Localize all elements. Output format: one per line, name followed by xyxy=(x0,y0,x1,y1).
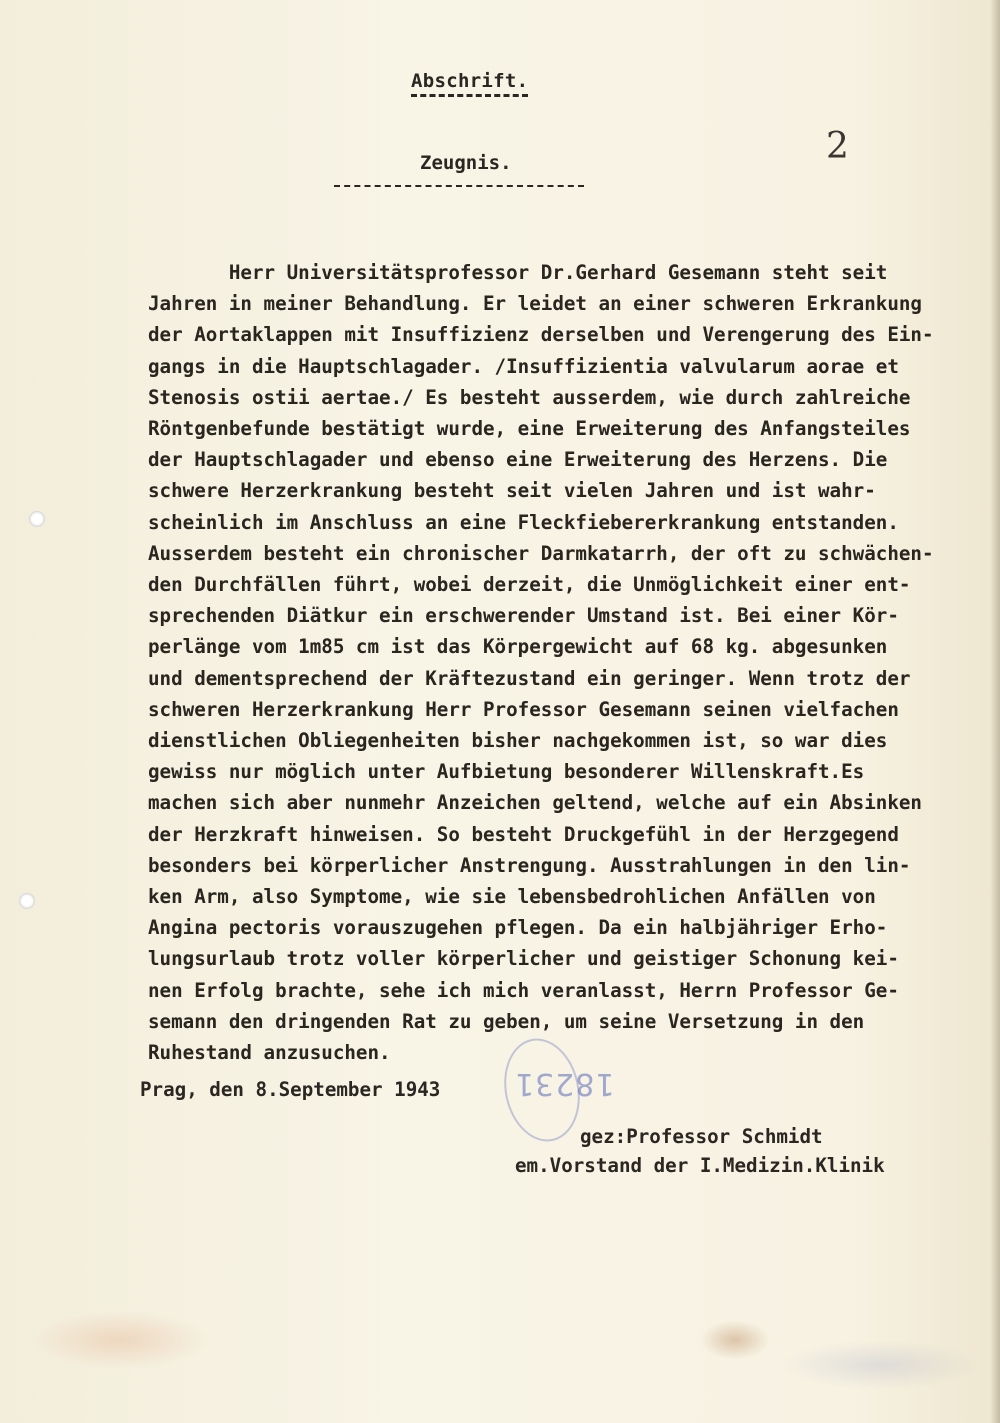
body-line: sprechenden Diätkur ein erschwerender Umstand ist. Bei einer Kör- xyxy=(148,604,899,628)
body-line: der Hauptschlagader und ebenso eine Erweiterung des Herzens. Die xyxy=(148,448,888,472)
body-line: semann den dringenden Rat zu geben, um seine Versetzung in den xyxy=(148,1009,865,1033)
paper-stain xyxy=(700,1320,770,1360)
paper-stain xyxy=(30,1310,210,1370)
document-subtitle: Zeugnis. xyxy=(420,152,512,174)
document-title: Abschrift. xyxy=(411,70,528,97)
body-line: perlänge vom 1m85 cm ist das Körpergewicht auf 68 kg. abgesunken xyxy=(148,635,888,659)
body-line: besonders bei körperlicher Anstrengung. Ausstrahlungen in den lin- xyxy=(148,853,911,877)
body-line: dienstlichen Obliegenheiten bisher nachgekommen ist, so war dies xyxy=(148,729,888,753)
body-line: gangs in die Hauptschlagader. /Insuffizientia valvularum aorae et xyxy=(148,354,899,378)
body-line: scheinlich im Anschluss an eine Fleckfiebererkrankung entstanden. xyxy=(148,510,899,534)
punch-hole xyxy=(19,893,35,909)
body-line: Ruhestand anzusuchen. xyxy=(148,1041,391,1065)
subtitle-underline xyxy=(334,185,584,187)
body-line: schweren Herzerkrankung Herr Professor Gesemann seinen vielfachen xyxy=(148,697,899,721)
body-line: Angina pectoris vorauszugehen pflegen. Da ein halbjähriger Erho- xyxy=(148,916,888,940)
body-line: Ausserdem besteht ein chronischer Darmkatarrh, der oft zu schwächen- xyxy=(148,541,934,565)
body-text xyxy=(148,257,998,1068)
body-line: Stenosis ostii aertae./ Es besteht ausserdem, wie durch zahlreiche xyxy=(148,385,911,409)
punch-hole xyxy=(29,511,45,527)
body-line: Röntgenbefunde bestätigt wurde, eine Erweiterung des Anfangsteiles xyxy=(148,417,911,441)
body-line: den Durchfällen führt, wobei derzeit, die Unmöglichkeit einer ent- xyxy=(148,573,911,597)
signature-title: em.Vorstand der I.Medizin.Klinik xyxy=(515,1154,885,1177)
body-line: und dementsprechend der Kräftezustand ein geringer. Wenn trotz der xyxy=(148,666,911,690)
body-line: gewiss nur möglich unter Aufbietung besonderer Willenskraft.Es xyxy=(148,760,865,784)
body-line: schwere Herzerkrankung besteht seit vielen Jahren und ist wahr- xyxy=(148,479,876,503)
date-line: Prag, den 8.September 1943 xyxy=(140,1078,441,1101)
page-number: 2 xyxy=(826,126,849,167)
body-line: ken Arm, also Symptome, wie sie lebensbedrohlichen Anfällen von xyxy=(148,885,876,909)
signature-name: gez:Professor Schmidt xyxy=(580,1125,823,1148)
body-line: machen sich aber nunmehr Anzeichen geltend, welche auf ein Absinken xyxy=(148,791,922,815)
paper-stain xyxy=(780,1340,980,1390)
body-line: Jahren in meiner Behandlung. Er leidet an einer schweren Erkrankung xyxy=(148,292,922,316)
body-line: der Herzkraft hinweisen. So besteht Druckgefühl in der Herzgegend xyxy=(148,822,899,846)
body-line: nen Erfolg brachte, sehe ich mich veranlasst, Herrn Professor Ge- xyxy=(148,978,899,1002)
body-line: lungsurlaub trotz voller körperlicher und geistiger Schonung kei- xyxy=(148,947,899,971)
body-line: Herr Universitätsprofessor Dr.Gerhard Gesemann steht seit xyxy=(148,261,888,284)
body-line: der Aortaklappen mit Insuffizienz derselben und Verengerung des Ein- xyxy=(148,323,934,347)
stamp-number: 18231 xyxy=(514,1066,615,1101)
